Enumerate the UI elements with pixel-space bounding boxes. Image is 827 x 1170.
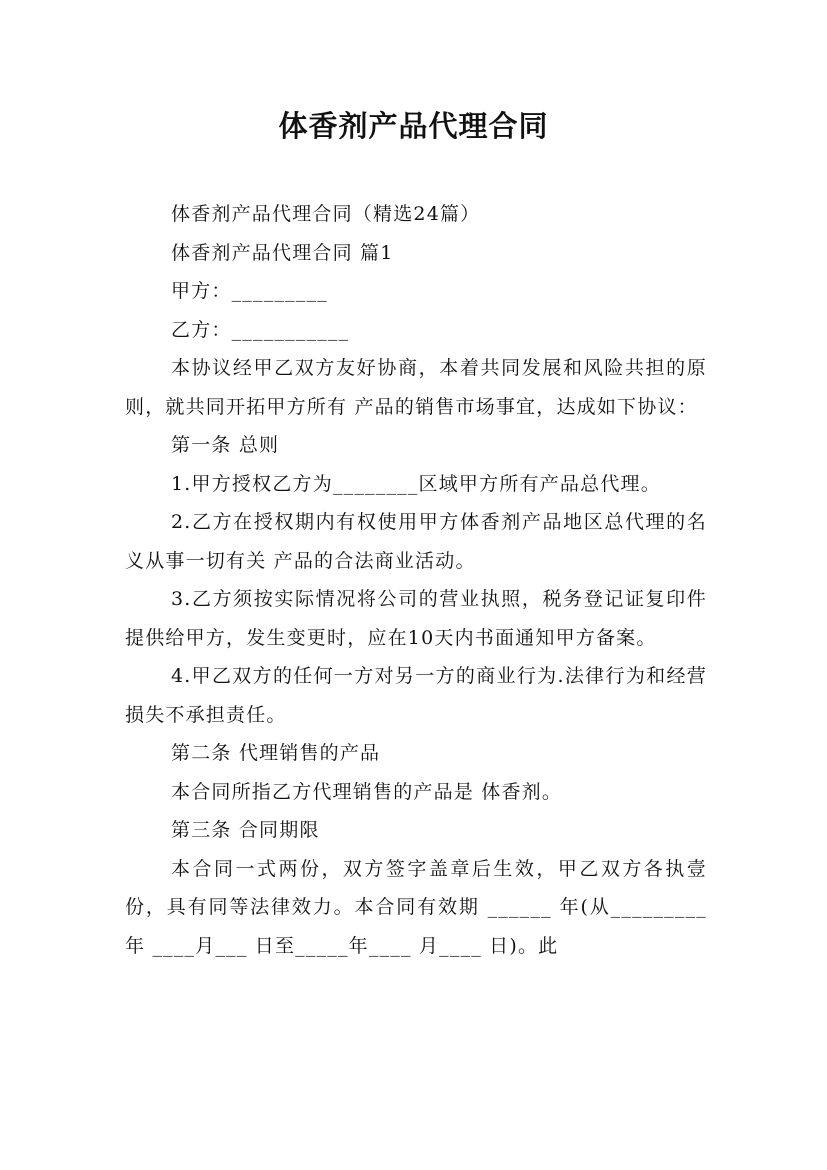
article-3-body: 本合同一式两份，双方签字盖章后生效，甲乙双方各执壹份，具有同等法律效力。本合同有效期 ______ 年(从_________年 ____月___ 日至_____年____ 月____ 日)。此 — [125, 857, 707, 957]
article-1-heading: 第一条 总则 — [171, 434, 280, 456]
article-1-clause-3: 3.乙方须按实际情况将公司的营业执照，税务登记证复印件提供给甲方，发生变更时，应在10天内书面通知甲方备案。 — [125, 588, 707, 649]
article-1-clause-2: 2.乙方在授权期内有权使用甲方体香剂产品地区总代理的名义从事一切有关 产品的合法商业活动。 — [125, 511, 707, 572]
paragraph-subtitle: 体香剂产品代理合同（精选24篇） — [171, 203, 481, 225]
article-1-clause-1: 1.甲方授权乙方为________区域甲方所有产品总代理。 — [171, 472, 661, 495]
article-2-body: 本合同所指乙方代理销售的产品是 体香剂。 — [171, 780, 563, 803]
document-title: 体香剂产品代理合同 — [278, 109, 549, 143]
article-1-clause-4: 4.甲乙双方的任何一方对另一方的商业行为.法律行为和经营损失不承担责任。 — [125, 665, 707, 726]
paragraph-party-a: 甲方：_________ — [171, 280, 328, 302]
article-3-heading: 第三条 合同期限 — [171, 819, 320, 841]
paragraph-preamble: 本协议经甲乙双方友好协商，本着共同发展和风险共担的原则，就共同开拓甲方所有 产品的销售市场事宜，达成如下协议： — [125, 357, 707, 418]
paragraph-party-b: 乙方：___________ — [171, 318, 350, 341]
paragraph-section-heading: 体香剂产品代理合同 篇1 — [171, 241, 394, 264]
article-2-heading: 第二条 代理销售的产品 — [171, 742, 381, 764]
document-body — [125, 195, 707, 965]
